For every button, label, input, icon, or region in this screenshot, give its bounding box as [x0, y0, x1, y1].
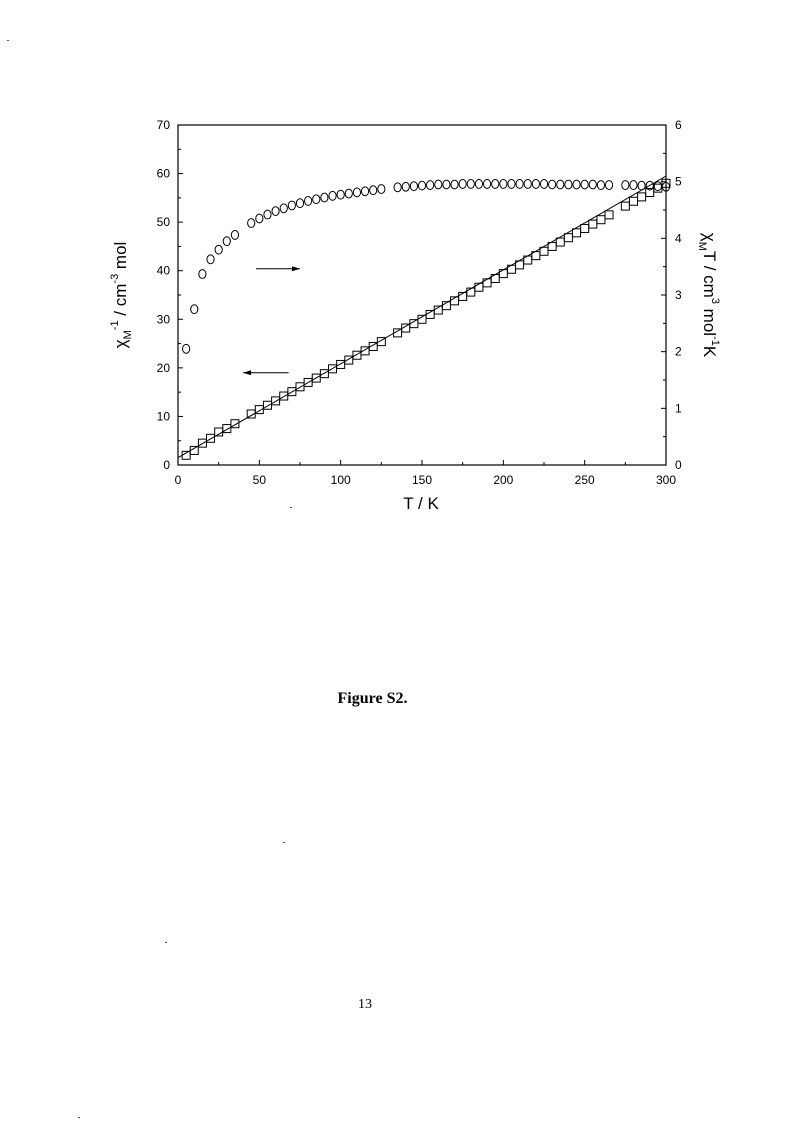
circle-marker [483, 180, 490, 189]
circle-marker [345, 189, 352, 198]
y-tick-label: 60 [156, 166, 170, 181]
y2-tick-label: 4 [675, 231, 682, 246]
x-tick-label: 250 [574, 473, 595, 487]
x-tick-label: 100 [330, 473, 351, 487]
circle-marker [418, 181, 425, 190]
circle-marker [654, 182, 661, 191]
square-marker [605, 211, 613, 219]
svg-text:χM-1 / cm-3 mol: $\chi_M^{-1} / cm^{-3}$ mol [109, 241, 134, 349]
circle-marker [394, 183, 401, 192]
circle-marker [532, 180, 539, 189]
square-marker [499, 270, 507, 278]
plot-border [178, 125, 666, 465]
scan-speck [283, 842, 285, 843]
circle-marker [508, 180, 515, 189]
circle-marker [199, 270, 206, 279]
circle-marker [427, 181, 434, 190]
circle-marker [565, 180, 572, 189]
square-marker [638, 193, 646, 201]
circle-marker [215, 245, 222, 254]
x-tick-label: 50 [252, 473, 267, 487]
circle-marker [223, 237, 230, 246]
svg-text:χMT / cm3 mol-1K: $\chi_MT / cm^3$ mol$^{-1}$K [696, 232, 721, 358]
circle-marker [573, 180, 580, 189]
circle-marker [581, 180, 588, 189]
plot-frame [178, 125, 666, 465]
y-tick-label: 70 [156, 118, 170, 132]
y-tick-label: 20 [156, 360, 170, 375]
circle-marker [191, 305, 198, 314]
y2-axis-title [696, 233, 721, 358]
scan-speck [78, 1117, 80, 1118]
circle-marker [500, 180, 507, 189]
figure-caption: Figure S2. [337, 690, 408, 707]
circle-marker [605, 181, 612, 190]
scan-speck [7, 40, 9, 41]
square-marker [483, 279, 491, 287]
circle-marker [313, 195, 320, 204]
series-arrows [243, 266, 300, 375]
circle-marker [443, 180, 450, 189]
x-tick-label: 300 [655, 473, 677, 487]
square-marker [564, 234, 572, 242]
circle-marker [183, 344, 190, 353]
circle-marker [630, 181, 637, 190]
square-marker [621, 202, 629, 210]
y-tick-label: 50 [156, 215, 170, 230]
y-tick-label: 0 [163, 458, 170, 472]
x-tick-label: 0 [174, 473, 182, 487]
circle-marker [540, 180, 547, 189]
y-tick-label: 10 [156, 409, 170, 424]
circle-marker [272, 207, 279, 216]
circle-marker [524, 180, 531, 189]
scan-speck [290, 507, 292, 508]
y-tick-label: 30 [156, 312, 170, 327]
circle-marker [638, 181, 645, 190]
circle-marker [378, 185, 385, 194]
y-axis-left [157, 118, 183, 472]
x-tick-label: 150 [411, 473, 433, 487]
circle-marker [361, 187, 368, 196]
circle-marker [402, 182, 409, 191]
y2-tick-label: 5 [675, 174, 682, 189]
circle-marker [305, 197, 312, 206]
y-tick-label: 40 [156, 263, 170, 278]
square-marker [581, 224, 589, 232]
circle-marker [337, 190, 344, 199]
x-axis [175, 460, 677, 487]
circle-marker [622, 181, 629, 190]
scan-speck [165, 942, 167, 943]
y-axis-title [109, 242, 134, 349]
circle-marker [549, 180, 556, 189]
circle-marker [264, 210, 271, 219]
x-axis-title: T / K [403, 494, 439, 513]
circle-marker [410, 182, 417, 191]
circle-marker [370, 186, 377, 195]
y2-tick-label: 3 [675, 288, 682, 302]
circle-marker [248, 219, 255, 228]
x-tick-label: 200 [493, 473, 514, 487]
y2-tick-label: 2 [675, 344, 682, 359]
y2-tick-label: 1 [675, 401, 682, 416]
square-marker [573, 229, 581, 237]
square-marker [597, 216, 605, 224]
arrow-head [243, 370, 251, 375]
circle-marker [207, 255, 214, 264]
circle-marker [557, 180, 564, 189]
circle-marker [280, 204, 287, 213]
square-marker [589, 220, 597, 228]
circle-marker [475, 180, 482, 189]
square-marker [556, 238, 564, 246]
square-marker [467, 288, 475, 296]
circle-marker [589, 180, 596, 189]
circle-marker [492, 180, 499, 189]
circle-marker [353, 188, 360, 197]
circle-marker [459, 180, 466, 189]
arrow-head [292, 266, 300, 271]
page-number: 13 [358, 997, 372, 1012]
circle-marker [451, 180, 458, 189]
circle-marker [288, 201, 295, 210]
y2-tick-label: 0 [675, 458, 682, 472]
circle-marker [296, 199, 303, 208]
circle-marker [256, 214, 263, 223]
circle-marker [435, 180, 442, 189]
circle-marker [329, 191, 336, 200]
circle-marker [321, 193, 328, 202]
circle-marker [467, 180, 474, 189]
y2-tick-label: 6 [675, 118, 682, 132]
circle-marker [231, 231, 238, 240]
circle-marker [597, 181, 604, 190]
data-series [182, 179, 670, 459]
circle-marker [516, 180, 523, 189]
y-axis-right [661, 118, 682, 472]
square-marker [629, 197, 637, 205]
